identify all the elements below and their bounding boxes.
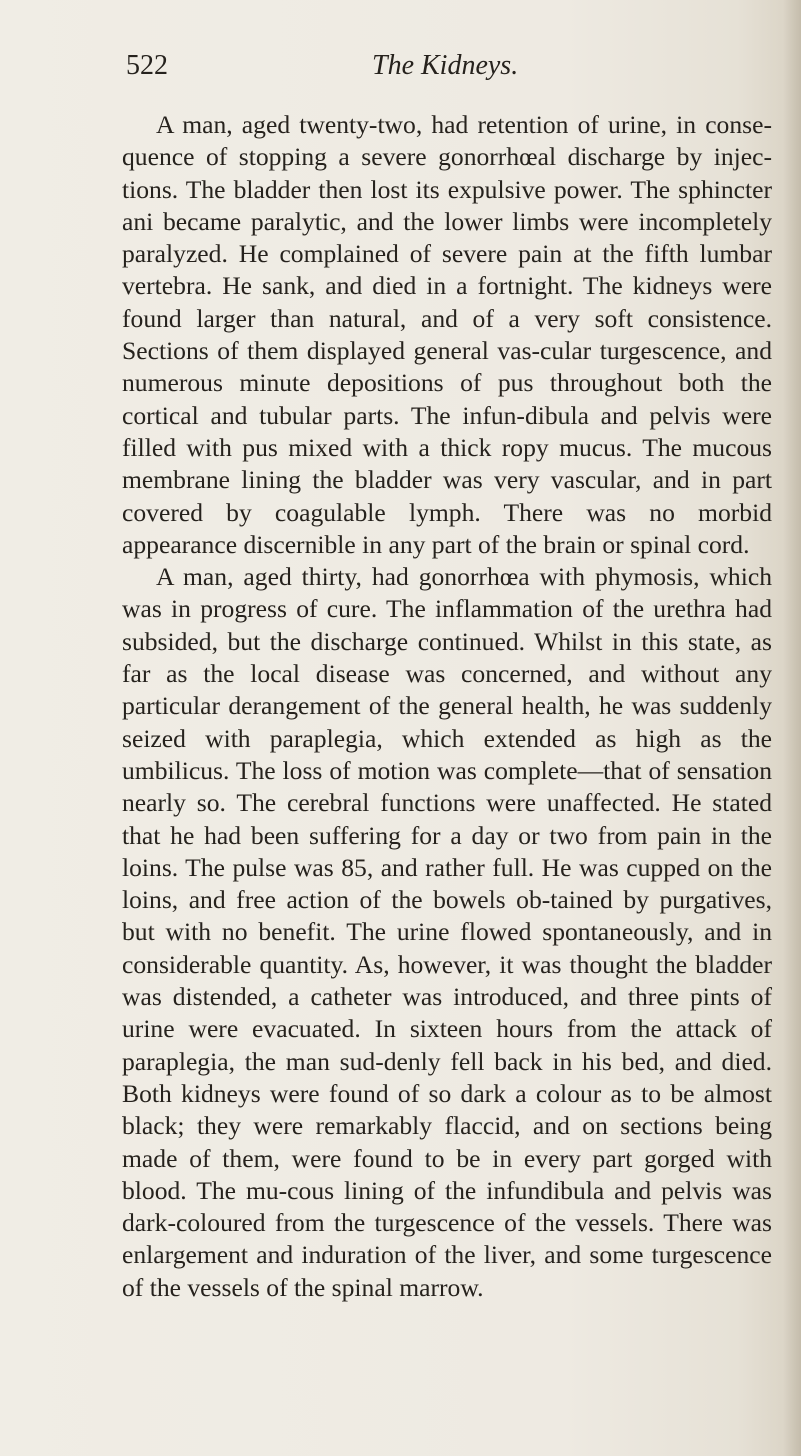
running-title: The Kidneys. (372, 50, 519, 81)
page-header (126, 46, 726, 86)
paragraph: A man, aged thirty, had gonorrhœa with phymosis, which was in progress of cure. The inflammation of the urethra had subsided, but the discharge continued. Whilst in this state, as far as the local disease was concerned, and without any particular derangement of the general health, he was suddenly seized with paraplegia, which extended as high as the umbilicus. The loss of motion was complete—that of sensation nearly so. The cerebral functions were unaffected. He stated that he had been suffering for a day or two from pain in the loins. The pulse was 85, and rather full. He was cupped on the loins, and free action of the bowels ob-tained by purgatives, but with no benefit. The urine flowed spontaneously, and in considerable quantity. As, however, it was thought the bladder was distended, a catheter was introduced, and three pints of urine were evacuated. In sixteen hours from the attack of paraplegia, the man sud-denly fell back in his bed, and died. Both kidneys were found of so dark a colour as to be almost black; they were remarkably flaccid, and on sections being made of them, were found to be in every part gorged with blood. The mu-cous lining of the infundibula and pelvis was dark-coloured from the turgescence of the vessels. There was enlargement and induration of the liver, and some turgescence of the vessels of the spinal marrow. (122, 562, 772, 1302)
body-text (122, 109, 772, 1304)
page-number: 522 (126, 50, 168, 81)
paragraph: A man, aged twenty-two, had retention of urine, in conse-quence of stopping a severe gonorrhœal discharge by injec-tions. The bladder then lost its expulsive power. The sphincter ani became paralytic, and the lower limbs were incompletely paralyzed. He complained of severe pain at the fifth lumbar vertebra. He sank, and died in a fortnight. The kidneys were found larger than natural, and of a very soft consistence. Sections of them displayed general vas-cular turgescence, and numerous minute depositions of pus throughout both the cortical and tubular parts. The infun-dibula and pelvis were filled with pus mixed with a thick ropy mucus. The mucous membrane lining the bladder was very vascular, and in part covered by coagulable lymph. There was no morbid appearance discernible in any part of the brain or spinal cord. (122, 110, 772, 559)
page-edge-shadow (783, 0, 801, 1456)
